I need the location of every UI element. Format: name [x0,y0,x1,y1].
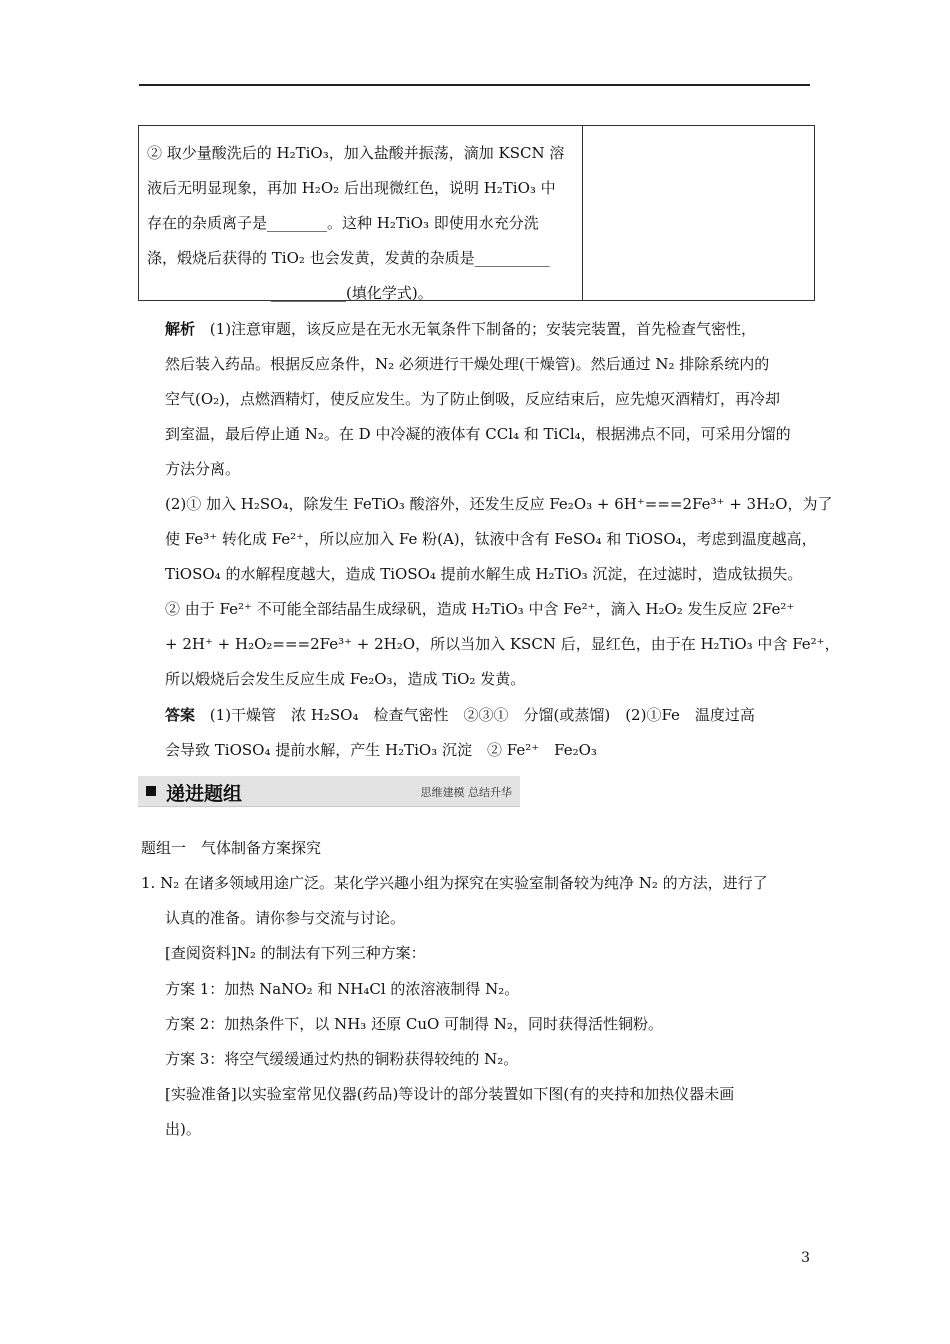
group-heading: 题组一 气体制备方案探究 [141,839,322,857]
analysis-line: 所以煅烧后会发生反应生成 Fe₂O₃，造成 TiO₂ 发黄。 [165,670,526,688]
analysis-line: 空气(O₂)，点燃酒精灯，使反应发生。为了防止倒吸，反应结束后，应先熄灭酒精灯，再冷却 [165,390,781,408]
square-bullet-icon [146,786,156,796]
analysis-line: + 2H⁺ + H₂O₂===2Fe³⁺ + 2H₂O，所以当加入 KSCN 后，显红色，由于在 H₂TiO₃ 中含 Fe²⁺， [165,635,840,653]
table-divider [582,126,583,300]
analysis-label: 解析 [165,320,196,338]
section-banner [138,776,520,807]
question-line: [查阅资料]N₂ 的制法有下列三种方案： [165,944,426,962]
answer-line-1: 答案 (1)干燥管 浓 H₂SO₄ 检查气密性 ②③① 分馏(或蒸馏) (2)①Fe 温度过高 [165,706,755,724]
question-line: 认真的准备。请你参与交流与讨论。 [165,909,406,927]
question-line: 方案 1：加热 NaNO₂ 和 NH₄Cl 的浓溶液制得 N₂。 [165,980,520,998]
table-line: 涤，煅烧后获得的 TiO₂ 也会发黄，发黄的杂质是__________ [147,249,550,267]
header-rule [139,84,810,86]
question-line: [实验准备]以实验室常见仪器(药品)等设计的部分装置如下图(有的夹持和加热仪器未画 [165,1085,735,1103]
question-line: 方案 3：将空气缓缓通过灼热的铜粉获得较纯的 N₂。 [165,1050,519,1068]
answer-label: 答案 [165,706,196,724]
analysis-line: TiOSO₄ 的水解程度越大，造成 TiOSO₄ 提前水解生成 H₂TiO₃ 沉淀，在过滤时，造成钛损失。 [165,565,803,583]
banner-title: 递进题组 [166,783,243,805]
analysis-line: 方法分离。 [165,460,241,478]
analysis-line: 使 Fe³⁺ 转化成 Fe²⁺，所以应加入 Fe 粉(A)，钛液中含有 FeSO₄ 和 TiOSO₄，考虑到温度越高， [165,530,817,548]
analysis-line: (2)① 加入 H₂SO₄，除发生 FeTiO₃ 酸溶外，还发生反应 Fe₂O₃ + 6H⁺===2Fe³⁺ + 3H₂O，为了 [165,495,833,513]
table-line: __________(填化学式)。 [271,284,433,302]
banner-tag: 思维建模 总结升华 [420,786,512,799]
analysis-line: 然后装入药品。根据反应条件，N₂ 必须进行干燥处理(干燥管)。然后通过 N₂ 排除系统内的 [165,355,770,373]
analysis-line: ② 由于 Fe²⁺ 不可能全部结晶生成绿矾，造成 H₂TiO₃ 中含 Fe²⁺，滴入 H₂O₂ 发生反应 2Fe²⁺ [165,600,795,618]
question-line: 方案 2：加热条件下，以 NH₃ 还原 CuO 可制得 N₂，同时获得活性铜粉。 [165,1015,663,1033]
question-line: 出)。 [165,1120,201,1138]
question-table [138,125,815,301]
table-line: ② 取少量酸洗后的 H₂TiO₃，加入盐酸并振荡，滴加 KSCN 溶 [147,144,565,162]
table-line: 存在的杂质离子是________。这种 H₂TiO₃ 即使用水充分洗 [147,214,539,232]
analysis-line-1: 解析 (1)注意审题，该反应是在无水无氧条件下制备的；安装完装置，首先检查气密性， [165,320,757,338]
page-number: 3 [801,1250,810,1266]
question-line: 1. N₂ 在诸多领域用途广泛。某化学兴趣小组为探究在实验室制备较为纯净 N₂ 的方法，进行了 [141,874,768,892]
table-line: 液后无明显现象，再加 H₂O₂ 后出现微红色，说明 H₂TiO₃ 中 [147,179,556,197]
answer-line: 会导致 TiOSO₄ 提前水解，产生 H₂TiO₃ 沉淀 ② Fe²⁺ Fe₂O₃ [165,741,597,759]
analysis-line: 到室温，最后停止通 N₂。在 D 中冷凝的液体有 CCl₄ 和 TiCl₄，根据沸点不同，可采用分馏的 [165,425,791,443]
